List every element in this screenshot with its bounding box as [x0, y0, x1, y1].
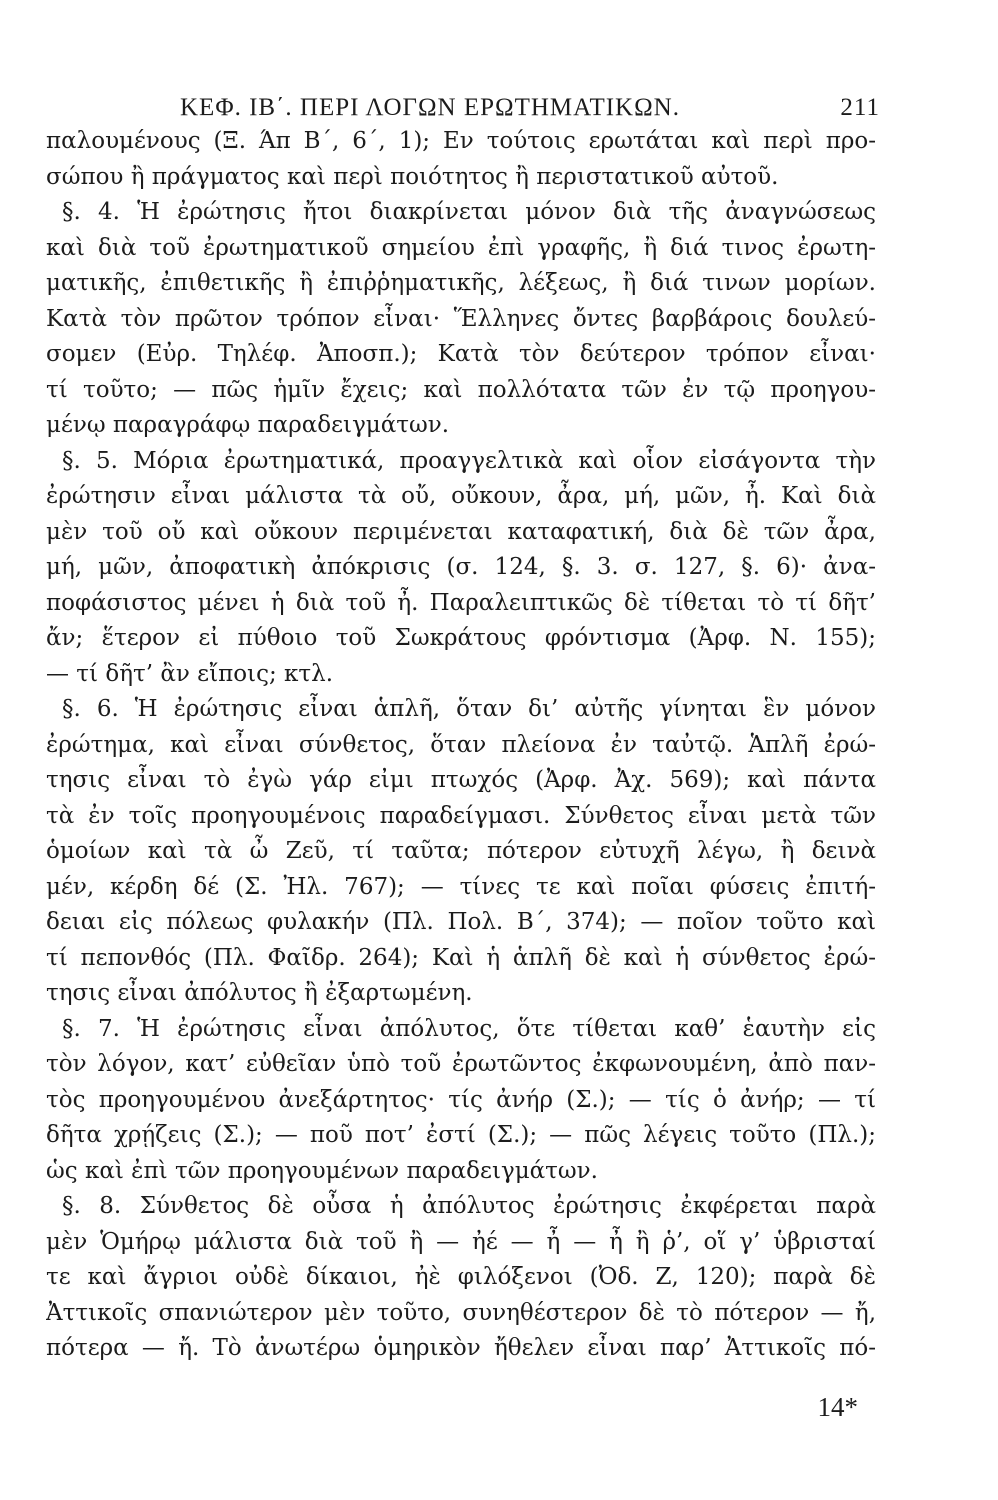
text-line: Ἀττικοῖς σπανιώτερον μὲν τοῦτο, συνηθέστερον δὲ τὸ πότερον — ἤ, [46, 1299, 876, 1326]
text-line: μή, μῶν, ἀποφατικὴ ἀπόκρισις (σ. 124, §. 3. σ. 127, §. 6)· ἀνα- [46, 554, 876, 580]
text-line: §. 5. Μόρια ἐρωτηματικά, προαγγελτικὰ καὶ οἷον εἰσάγοντα τὴν [62, 447, 876, 474]
text-line: ὡς καὶ ἐπὶ τῶν προηγουμένων παραδειγμάτων. [46, 1157, 598, 1184]
signature-mark: 14* [817, 1392, 858, 1422]
text-line: τί πεπονθός (Πλ. Φαῖδρ. 264); Καὶ ἡ ἁπλῆ δὲ καὶ ἡ σύνθετος ἐρώ- [46, 944, 876, 971]
text-line: μένῳ παραγράφῳ παραδειγμάτων. [46, 412, 450, 438]
text-line: δειαι εἰς πόλεως φυλακήν (Πλ. Πολ. Β΄, 374); — ποῖον τοῦτο καὶ [46, 909, 876, 935]
text-line: καὶ διὰ τοῦ ἐρωτηματικοῦ σημείου ἐπὶ γραφῆς, ἢ διά τινος ἐρωτη- [46, 234, 876, 261]
text-line: §. 8. Σύνθετος δὲ οὖσα ἡ ἀπόλυτος ἐρώτησις ἐκφέρεται παρὰ [62, 1193, 876, 1219]
text-line: τησις εἶναι τὸ ἐγὼ γάρ εἰμι πτωχός (Ἀρφ. Ἀχ. 569); καὶ πάντα [46, 767, 876, 793]
text-line: μὲν τοῦ οὔ καὶ οὔκουν περιμένεται καταφατική, διὰ δὲ τῶν ἆρα, [46, 518, 876, 545]
text-line: τε καὶ ἄγριοι οὐδὲ δίκαιοι, ἠὲ φιλόξενοι (Ὀδ. Ζ, 120); παρὰ δὲ [46, 1264, 876, 1290]
text-line: — τί δῆτ’ ἂν εἴποις; κτλ. [46, 660, 334, 687]
text-line: δῆτα χρῄζεις (Σ.); — ποῦ ποτ’ ἐστί (Σ.); — πῶς λέγεις τοῦτο (Πλ.); [46, 1122, 876, 1148]
running-title: ΚΕΦ. ΙΒ΄. ΠΕΡΙ ΛΟΓΩΝ ΕΡΩΤΗΜΑΤΙΚΩΝ. [180, 94, 680, 121]
text-line: σώπου ἢ πράγματος καὶ περὶ ποιότητος ἢ περιστατικοῦ αὐτοῦ. [46, 163, 779, 190]
text-line: πότερα — ἤ. Τὸ ἀνωτέρω ὁμηρικὸν ἤθελεν εἶναι παρ’ Ἀττικοῖς πό- [46, 1335, 876, 1361]
text-line: τὸν λόγον, κατ’ εὐθεῖαν ὑπὸ τοῦ ἐρωτῶντος ἐκφωνουμένη, ἀπὸ παν- [46, 1051, 876, 1077]
text-line: ἄν; ἕτερον εἰ πύθοιο τοῦ Σωκράτους φρόντισμα (Ἀρφ. Ν. 155); [46, 625, 876, 651]
text-line: ποφάσιστος μένει ἡ διὰ τοῦ ἦ. Παραλειπτικῶς δὲ τίθεται τὸ τί δῆτ’ [46, 589, 876, 616]
page-number: 211 [840, 94, 880, 121]
body-text [46, 124, 876, 1367]
text-line: μὲν Ὁμήρῳ μάλιστα διὰ τοῦ ἢ — ἠέ — ἦ — ἦ ἢ ῥ’, οἵ γ’ ὑβρισταί [46, 1228, 876, 1255]
text-line: §. 4. Ἡ ἐρώτησις ἤτοι διακρίνεται μόνον διὰ τῆς ἀναγνώσεως [62, 199, 876, 225]
text-line: τησις εἶναι ἀπόλυτος ἢ ἐξαρτωμένη. [46, 980, 473, 1006]
text-line: τὸς προηγουμένου ἀνεξάρτητος· τίς ἀνήρ (Σ.); — τίς ὁ ἀνήρ; — τί [46, 1086, 876, 1113]
text-line: τί τοῦτο; — πῶς ἡμῖν ἔχεις; καὶ πολλότατα τῶν ἐν τῷ προηγου- [46, 376, 876, 403]
text-line: ὁμοίων καὶ τὰ ὦ Ζεῦ, τί ταῦτα; πότερον εὐτυχῆ λέγω, ἢ δεινὰ [46, 838, 876, 864]
text-line: §. 6. Ἡ ἐρώτησις εἶναι ἁπλῆ, ὅταν δι’ αὐτῆς γίνηται ἓν μόνον [62, 696, 876, 722]
text-line: σομεν (Εὐρ. Τηλέφ. Ἀποσπ.); Κατὰ τὸν δεύτερον τρόπον εἶναι· [46, 341, 876, 367]
text-line: τὰ ἐν τοῖς προηγουμένοις παραδείγμασι. Σύνθετος εἶναι μετὰ τῶν [46, 802, 876, 829]
text-line: ματικῆς, ἐπιθετικῆς ἢ ἐπιῤῥηματικῆς, λέξεως, ἢ διά τινων μορίων. [46, 270, 876, 296]
text-line: ἐρώτησιν εἶναι μάλιστα τὰ οὔ, οὔκουν, ἆρα, μή, μῶν, ἦ. Καὶ διὰ [46, 483, 876, 509]
text-line: παλουμένους (Ξ. Άπ Β΄, 6΄, 1); Εν τούτοις ερωτάται καὶ περὶ προ- [46, 128, 876, 154]
text-line: §. 7. Ἡ ἐρώτησις εἶναι ἀπόλυτος, ὅτε τίθεται καθ’ ἑαυτὴν εἰς [62, 1015, 876, 1042]
text-line: μέν, κέρδη δέ (Σ. Ἠλ. 767); — τίνες τε καὶ ποῖαι φύσεις ἐπιτή- [46, 873, 876, 900]
text-line: Κατὰ τὸν πρῶτον τρόπον εἶναι· Ἕλληνες ὄντες βαρβάροις δουλεύ- [46, 305, 876, 332]
text-line: ἐρώτημα, καὶ εἶναι σύνθετος, ὅταν πλείονα ἐν ταὐτῷ. Ἁπλῆ ἐρώ- [46, 731, 876, 758]
